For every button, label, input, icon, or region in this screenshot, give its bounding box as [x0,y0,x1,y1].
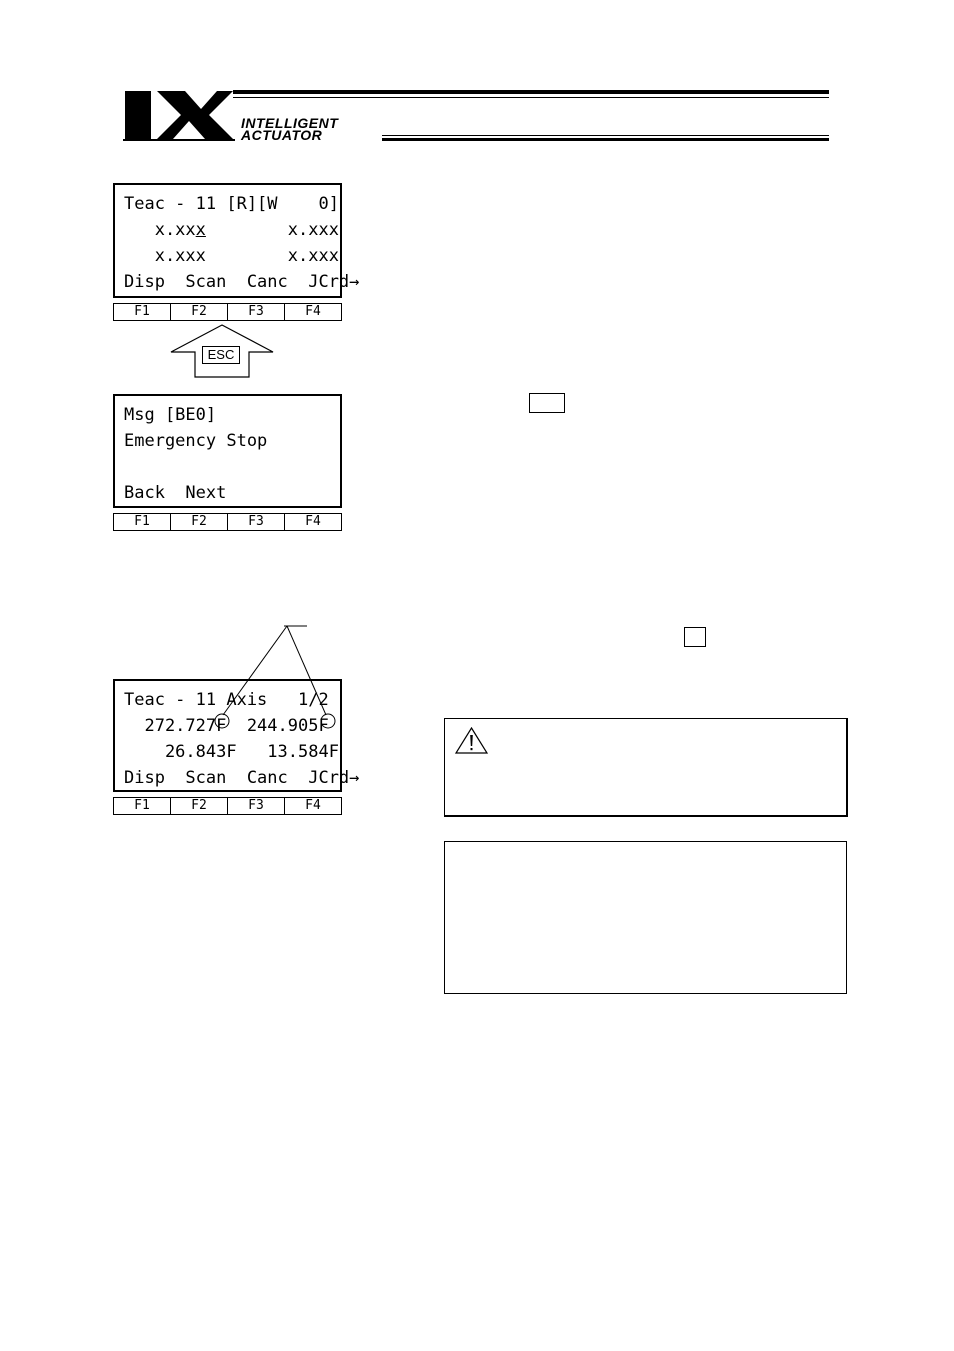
f4-key[interactable]: F4 [305,304,321,319]
header-rule-bottom [382,138,829,141]
function-key-bar [113,797,342,815]
f1-key[interactable]: F1 [114,304,171,320]
inline-key-box [684,627,706,647]
lcd-screen-teach [113,183,360,298]
lcd-row: 272.727F 244.905F [124,716,329,736]
f3-key[interactable]: F3 [228,798,285,814]
lcd-row: Disp Scan Canc JCrd→ [124,272,360,292]
f1-key[interactable]: F1 [114,514,171,530]
warning-triangle-icon [455,727,488,754]
f4-key[interactable]: F4 [305,798,321,813]
lcd-row: 26.843F 13.584F [124,742,339,762]
f2-key[interactable]: F2 [171,304,228,320]
f4-key[interactable]: F4 [305,514,321,529]
lcd-row: Teac - 11 [R][W 0] [124,194,339,214]
f3-key[interactable]: F3 [228,304,285,320]
f1-key[interactable]: F1 [114,798,171,814]
lcd-row [124,454,340,480]
lcd-row: Disp Scan Canc JCrd→ [124,768,360,788]
lcd-row: Back Next [124,483,227,503]
f3-key[interactable]: F3 [228,514,285,530]
function-key-bar [113,303,342,321]
f2-key[interactable]: F2 [171,514,228,530]
lcd-row: x.xxx x.xxx [124,246,339,266]
note-box [444,841,847,994]
lcd-row: x.xxx x.xxx [124,220,339,240]
function-key-bar [113,513,342,531]
inline-key-box [529,393,565,413]
callout-lines-icon [210,620,340,732]
header-rule-top-thin [233,97,829,98]
lcd-row: Teac - 11 Axis 1/2 [124,690,329,710]
lcd-row: Emergency Stop [124,431,268,451]
header-rule-bottom-thin [382,135,829,136]
caution-box [444,718,848,817]
f2-key[interactable]: F2 [171,798,228,814]
lcd-row: Msg [BE0] [124,405,217,425]
esc-key[interactable]: ESC [202,346,240,364]
lcd-screen-message [113,394,342,508]
brand-line1: INTELLIGENT [241,115,339,131]
brand-line2: ACTUATOR [241,127,323,143]
header-rule-top [233,90,829,94]
ix-logo-mark [123,89,235,141]
